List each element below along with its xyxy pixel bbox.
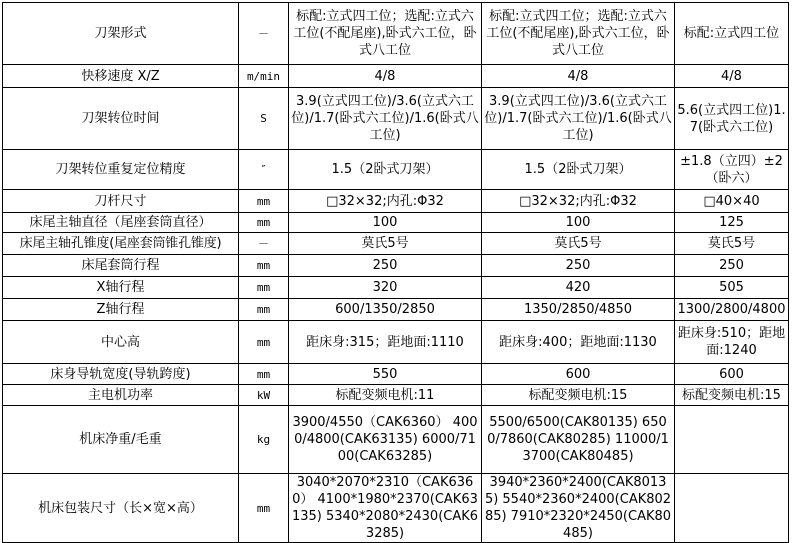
value-cell: 标配:立式四工位 — [675, 3, 789, 65]
value-cell — [675, 406, 789, 474]
unit-cell: － — [239, 3, 289, 65]
param-label: 床尾主轴孔锥度(尾座套筒锥孔锥度) — [3, 233, 239, 255]
value-cell: 600 — [482, 364, 675, 385]
param-label: 快移速度 X/Z — [3, 65, 239, 88]
param-label: 刀架转位时间 — [3, 88, 239, 150]
value-cell: 3940*2360*2400(CAK80135) 5540*2360*2400(CAK80285) 7910*2320*2450(CAK80485) — [482, 474, 675, 543]
value-cell: 标配:立式四工位；选配:立式六工位(不配尾座),卧式六工位，卧式八工位 — [289, 3, 482, 65]
table-row — [3, 474, 789, 543]
spec-table — [2, 2, 789, 543]
value-cell: 莫氏5号 — [289, 233, 482, 255]
table-row — [3, 150, 789, 190]
value-cell: 4/8 — [675, 65, 789, 88]
value-cell — [675, 474, 789, 543]
value-cell: 125 — [675, 213, 789, 233]
param-label: 机床净重/毛重 — [3, 406, 239, 474]
value-cell: 250 — [289, 255, 482, 277]
unit-cell: － — [239, 233, 289, 255]
value-cell: 100 — [289, 213, 482, 233]
unit-cell: S — [239, 88, 289, 150]
value-cell: 320 — [289, 277, 482, 299]
param-label: 床尾套筒行程 — [3, 255, 239, 277]
value-cell: 5.6(立式四工位)1.7(卧式六工位) — [675, 88, 789, 150]
unit-cell: mm — [239, 213, 289, 233]
value-cell: 标配变频电机:11 — [289, 385, 482, 406]
table-row — [3, 190, 789, 213]
value-cell: 600 — [675, 364, 789, 385]
value-cell: 距床身:510；距地面:1240 — [675, 321, 789, 364]
unit-cell: kW — [239, 385, 289, 406]
param-label: 中心高 — [3, 321, 239, 364]
value-cell: 1.5（2卧式刀架） — [482, 150, 675, 190]
table-row — [3, 255, 789, 277]
param-label: 刀杆尺寸 — [3, 190, 239, 213]
value-cell: 距床身:400；距地面:1130 — [482, 321, 675, 364]
value-cell: 100 — [482, 213, 675, 233]
value-cell: □32×32;内孔:Φ32 — [482, 190, 675, 213]
value-cell: 3.9(立式四工位)/3.6(立式六工位)/1.7(卧式六工位)/1.6(卧式八工位) — [482, 88, 675, 150]
value-cell: 标配:立式四工位；选配:立式六工位(不配尾座),卧式六工位，卧式八工位 — [482, 3, 675, 65]
unit-cell: mm — [239, 190, 289, 213]
table-row — [3, 299, 789, 321]
value-cell: □32×32;内孔:Φ32 — [289, 190, 482, 213]
param-label: 床身导轨宽度(导轨跨度) — [3, 364, 239, 385]
value-cell: 莫氏5号 — [675, 233, 789, 255]
unit-cell: mm — [239, 299, 289, 321]
table-row — [3, 406, 789, 474]
value-cell: 550 — [289, 364, 482, 385]
value-cell: 3040*2070*2310（CAK6360） 4100*1980*2370(CAK63135) 5340*2080*2430(CAK63285) — [289, 474, 482, 543]
table-row — [3, 65, 789, 88]
value-cell: 1.5（2卧式刀架） — [289, 150, 482, 190]
value-cell: 1300/2800/4800 — [675, 299, 789, 321]
unit-cell: m/min — [239, 65, 289, 88]
value-cell: 莫氏5号 — [482, 233, 675, 255]
unit-cell: mm — [239, 277, 289, 299]
unit-cell: mm — [239, 321, 289, 364]
param-label: 机床包装尺寸（长×宽×高） — [3, 474, 239, 543]
value-cell: 420 — [482, 277, 675, 299]
unit-cell: kg — [239, 406, 289, 474]
unit-cell: mm — [239, 255, 289, 277]
value-cell: 标配变频电机:15 — [482, 385, 675, 406]
table-row — [3, 233, 789, 255]
unit-cell: mm — [239, 474, 289, 543]
value-cell: □40×40 — [675, 190, 789, 213]
param-label: Z轴行程 — [3, 299, 239, 321]
param-label: X轴行程 — [3, 277, 239, 299]
table-row — [3, 213, 789, 233]
value-cell: 标配变频电机:15 — [675, 385, 789, 406]
value-cell: 3.9(立式四工位)/3.6(立式六工位)/1.7(卧式六工位)/1.6(卧式八工位) — [289, 88, 482, 150]
value-cell: 3900/4550（CAK6360） 4000/4800(CAK63135) 6000/7100(CAK63285) — [289, 406, 482, 474]
value-cell: 600/1350/2850 — [289, 299, 482, 321]
unit-cell: mm — [239, 364, 289, 385]
table-row — [3, 364, 789, 385]
value-cell: ±1.8（立四）±2（卧六） — [675, 150, 789, 190]
value-cell: 4/8 — [482, 65, 675, 88]
table-row — [3, 385, 789, 406]
param-label: 床尾主轴直径（尾座套筒直径） — [3, 213, 239, 233]
value-cell: 505 — [675, 277, 789, 299]
unit-cell: ″ — [239, 150, 289, 190]
value-cell: 250 — [482, 255, 675, 277]
value-cell: 1350/2850/4850 — [482, 299, 675, 321]
param-label: 刀架形式 — [3, 3, 239, 65]
param-label: 主电机功率 — [3, 385, 239, 406]
value-cell: 距床身:315；距地面:1110 — [289, 321, 482, 364]
value-cell: 250 — [675, 255, 789, 277]
value-cell: 4/8 — [289, 65, 482, 88]
value-cell: 5500/6500(CAK80135) 6500/7860(CAK80285) 11000/13700(CAK80485) — [482, 406, 675, 474]
table-row — [3, 277, 789, 299]
table-row — [3, 88, 789, 150]
table-row — [3, 321, 789, 364]
param-label: 刀架转位重复定位精度 — [3, 150, 239, 190]
table-row — [3, 3, 789, 65]
